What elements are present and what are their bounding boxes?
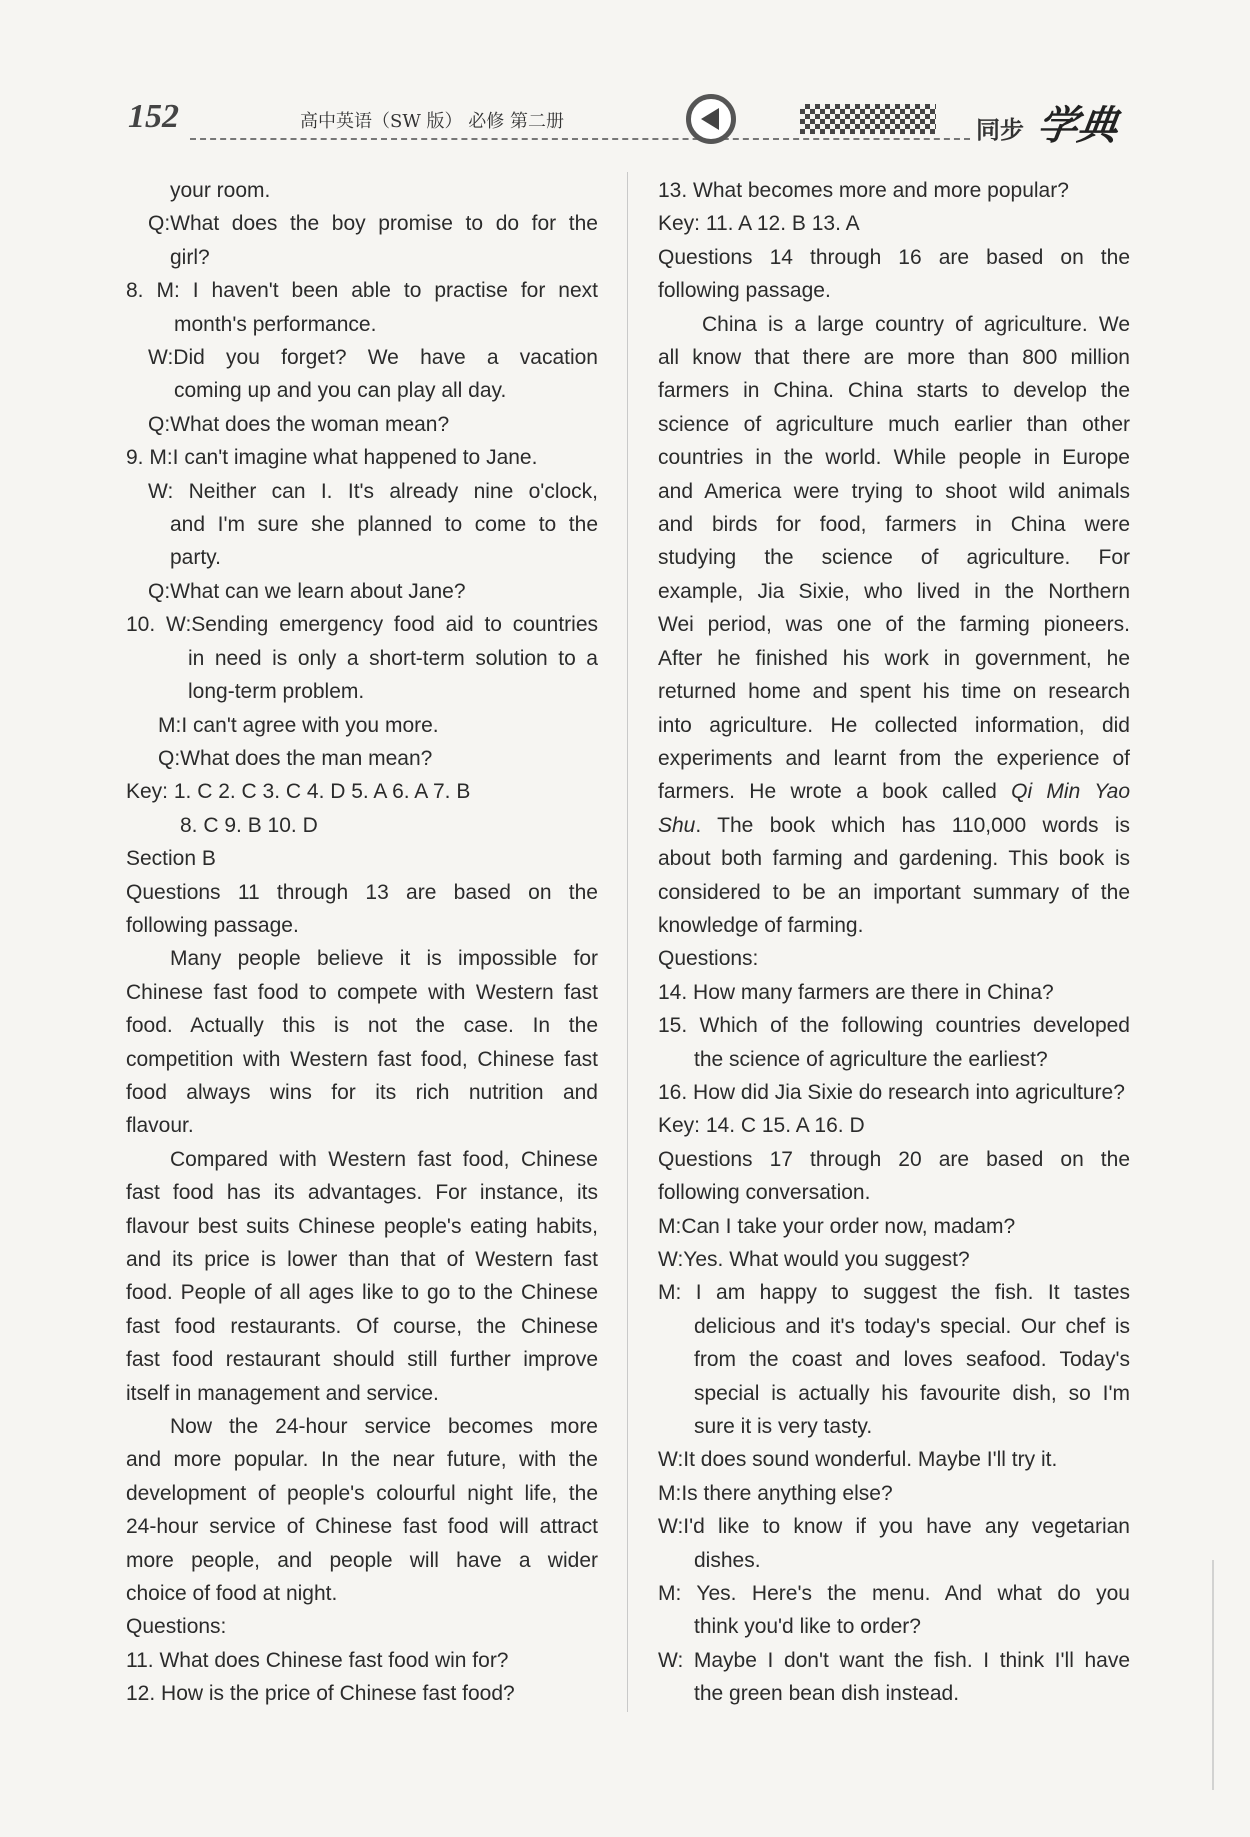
text-line: in need is only a short-term solution to a	[188, 646, 598, 670]
text-line: W: Neither can I. It's already nine o'clock,	[148, 479, 598, 503]
dialogue-line: the green bean dish instead.	[694, 1682, 960, 1706]
text-line: competition with Western fast food, Chinese fast	[126, 1047, 598, 1071]
text-line: W:Did you forget? We have a vacation	[148, 346, 598, 370]
page-number: 152	[128, 98, 179, 135]
text-line: farmers in China. China starts to develop the	[658, 379, 1130, 403]
dialogue-line: think you'd like to order?	[694, 1615, 921, 1639]
text-line: all know that there are more than 800 million	[658, 346, 1130, 370]
text-line: 10. W:Sending emergency food aid to countries	[126, 613, 598, 637]
dialogue-line: M: Yes. Here's the menu. And what do you	[658, 1582, 1130, 1606]
text-line: returned home and spent his time on research	[658, 680, 1130, 704]
text-line: countries in the world. While people in Europe	[658, 446, 1130, 470]
text-line: 8. M: I haven't been able to practise for next	[126, 279, 598, 303]
dialogue-line: sure it is very tasty.	[694, 1415, 873, 1439]
text-line: following conversation.	[658, 1181, 871, 1205]
text-line: your room.	[170, 179, 271, 202]
dialogue-line: dishes.	[694, 1548, 761, 1572]
text-line: experiments and learnt from the experience of	[658, 746, 1130, 770]
answer-key: Key: 11. A 12. B 13. A	[658, 212, 860, 236]
dialogue-line: W: Maybe I don't want the fish. I think I'll have	[658, 1648, 1130, 1672]
book-title-italic: Shu	[658, 813, 696, 837]
text-line: Wei period, was one of the farming pioneers.	[658, 613, 1130, 637]
text-line: 24-hour service of Chinese fast food will attract	[126, 1515, 598, 1539]
dialogue-line: W:Yes. What would you suggest?	[658, 1248, 970, 1271]
text-line: following passage.	[126, 913, 299, 937]
text-line: food always wins for its rich nutrition and	[126, 1080, 598, 1104]
checker-pattern-decoration	[800, 104, 936, 134]
book-title-italic: Qi Min Yao	[1011, 780, 1131, 804]
text-line: flavour best suits Chinese people's eating habits,	[126, 1214, 598, 1238]
book-title: 高中英语（SW 版） 必修 第二册	[300, 111, 564, 132]
text-line: Questions 17 through 20 are based on the	[658, 1147, 1130, 1171]
questions-heading: Questions:	[126, 1615, 227, 1639]
text-line	[658, 775, 1130, 808]
text-line: more people, and people will have a wider	[126, 1548, 598, 1572]
text-segment: farmers. He wrote a book called	[658, 780, 1012, 804]
questions-heading: Questions:	[658, 947, 759, 971]
text-line: about both farming and gardening. This book is	[658, 847, 1130, 871]
text-line	[658, 809, 1130, 842]
text-line: month's performance.	[174, 312, 377, 336]
text-line: development of people's colourful night life, the	[126, 1481, 598, 1505]
text-line: studying the science of agriculture. For	[658, 546, 1130, 570]
text-line: Chinese fast food to compete with Western fast	[126, 980, 598, 1004]
text-line: Many people believe it is impossible for	[170, 947, 598, 971]
text-line: M:I can't agree with you more.	[158, 713, 439, 737]
question-line: 12. How is the price of Chinese fast food?	[126, 1682, 515, 1706]
dialogue-line: delicious and it's today's special. Our chef is	[694, 1314, 1130, 1338]
dialogue-line: W:I'd like to know if you have any vegetarian	[658, 1515, 1130, 1539]
text-line: example, Jia Sixie, who lived in the Northern	[658, 579, 1130, 603]
text-line: food. Actually this is not the case. In the	[126, 1014, 598, 1038]
header-dashed-rule	[190, 138, 970, 140]
question-line: the science of agriculture the earliest?	[694, 1047, 1048, 1071]
text-line: Questions 11 through 13 are based on the	[126, 880, 598, 904]
text-segment: . The book which has 110,000 words is	[695, 813, 1130, 837]
dialogue-line: special is actually his favourite dish, so I'm	[694, 1381, 1130, 1405]
text-line: Q:What does the boy promise to do for the	[148, 212, 598, 236]
text-line: Compared with Western fast food, Chinese	[170, 1147, 598, 1171]
text-line: itself in management and service.	[126, 1381, 439, 1405]
text-line: party.	[170, 546, 221, 570]
brand-logo-large: 学典	[1034, 103, 1121, 149]
play-back-icon	[686, 94, 736, 144]
text-line: long-term problem.	[188, 680, 365, 704]
text-line: and I'm sure she planned to come to the	[170, 513, 598, 537]
dialogue-line: W:It does sound wonderful. Maybe I'll try it.	[658, 1448, 1058, 1472]
text-line: coming up and you can play all day.	[174, 379, 507, 403]
dialogue-line: M:Is there anything else?	[658, 1481, 893, 1505]
text-line: and its price is lower than that of Western fast	[126, 1248, 598, 1271]
text-line: flavour.	[126, 1114, 194, 1138]
text-line: science of agriculture much earlier than other	[658, 412, 1130, 436]
text-line: and more popular. In the near future, with the	[126, 1448, 598, 1472]
text-line: fast food has its advantages. For instance, its	[126, 1181, 598, 1205]
text-line: After he finished his work in government, he	[658, 646, 1130, 670]
section-heading: Section B	[126, 847, 216, 871]
text-line: China is a large country of agriculture. We	[702, 312, 1130, 336]
column-divider	[627, 172, 628, 1712]
text-line: girl?	[170, 245, 210, 269]
question-line: 13. What becomes more and more popular?	[658, 179, 1069, 202]
right-column	[658, 174, 1130, 1711]
text-line: choice of food at night.	[126, 1582, 338, 1606]
text-line: Q:What does the woman mean?	[148, 412, 450, 436]
text-line: into agriculture. He collected information, did	[658, 713, 1130, 737]
text-line: fast food restaurant should still further improve	[126, 1348, 598, 1372]
text-line: knowledge of farming.	[658, 913, 864, 937]
text-line: Questions 14 through 16 are based on the	[658, 245, 1130, 269]
text-line: and birds for food, farmers in China were	[658, 513, 1130, 537]
scan-edge-mark	[1212, 1560, 1214, 1790]
answer-key: Key: 1. C 2. C 3. C 4. D 5. A 6. A 7. B	[126, 780, 471, 804]
question-line: 15. Which of the following countries developed	[658, 1014, 1130, 1038]
answer-key: Key: 14. C 15. A 16. D	[658, 1114, 865, 1138]
dialogue-line: M:Can I take your order now, madam?	[658, 1214, 1016, 1238]
text-line: food. People of all ages like to go to the Chinese	[126, 1281, 598, 1305]
question-line: 11. What does Chinese fast food win for?	[126, 1648, 509, 1672]
text-line: Q:What can we learn about Jane?	[148, 579, 466, 603]
question-line: 16. How did Jia Sixie do research into agriculture?	[658, 1080, 1125, 1104]
dialogue-line: M: I am happy to suggest the fish. It tastes	[658, 1281, 1130, 1305]
dialogue-line: from the coast and loves seafood. Today's	[694, 1348, 1130, 1372]
text-line: following passage.	[658, 279, 831, 303]
text-line: 9. M:I can't imagine what happened to Jane.	[126, 446, 538, 470]
text-line: Now the 24-hour service becomes more	[170, 1415, 598, 1439]
text-line: fast food restaurants. Of course, the Chinese	[126, 1314, 598, 1338]
answer-key: 8. C 9. B 10. D	[180, 813, 318, 837]
text-line: and America were trying to shoot wild animals	[658, 479, 1130, 503]
text-line: considered to be an important summary of the	[658, 880, 1130, 904]
left-column	[126, 174, 598, 1711]
page-header	[0, 0, 1250, 170]
question-line: 14. How many farmers are there in China?	[658, 980, 1054, 1004]
text-line: Q:What does the man mean?	[158, 746, 433, 770]
brand-logo-small: 同步	[976, 116, 1024, 144]
